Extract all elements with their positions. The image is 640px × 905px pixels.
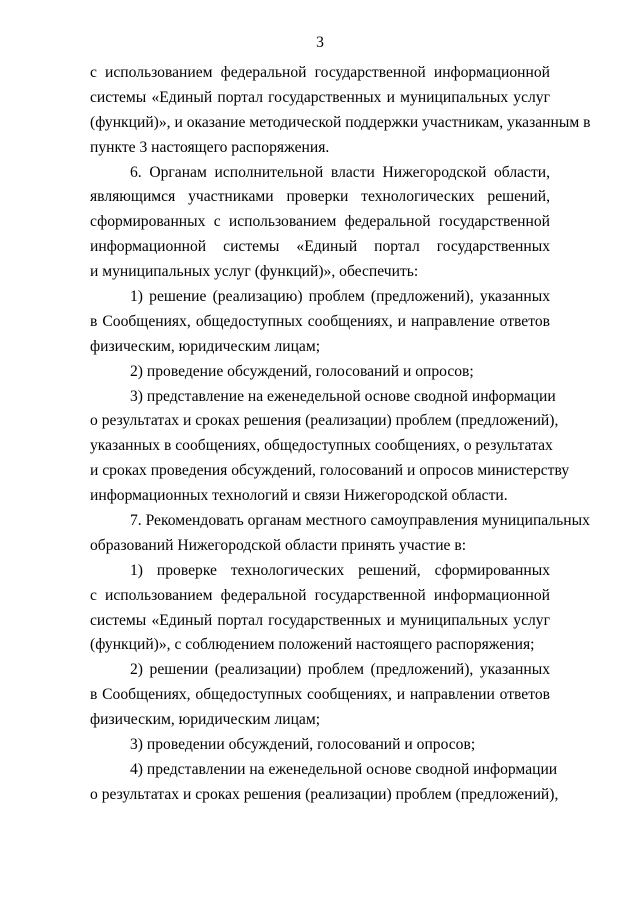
text-line: информационных технологий и связи Нижегородской области. (90, 487, 508, 505)
text-line: пункте 3 настоящего распоряжения. (90, 138, 330, 156)
text-line: в Сообщениях, общедоступных сообщениях, и направление ответов (90, 312, 550, 330)
text-line: в Сообщениях, общедоступных сообщениях, и направлении ответов (90, 686, 550, 704)
text-line: 2) проведение обсуждений, голосований и опросов; (130, 362, 474, 380)
text-line: и муниципальных услуг (функций)», обеспечить: (90, 263, 419, 281)
text-line: информационной системы «Единый портал государственных (90, 238, 550, 256)
text-line: 3) проведении обсуждений, голосований и опросов; (130, 736, 476, 754)
text-line: о результатах и сроках решения (реализации) проблем (предложений), (90, 412, 559, 430)
text-line: (функций)», с соблюдением положений настоящего распоряжения; (90, 636, 535, 654)
text-line: являющимся участниками проверки технологических решений, (90, 188, 550, 206)
text-line: сформированных с использованием федеральной государственной (90, 213, 550, 231)
text-line: 1) проверке технологических решений, сформированных (130, 561, 550, 579)
page-number: 3 (316, 34, 324, 51)
text-line: и сроках проведения обсуждений, голосований и опросов министерству (90, 462, 570, 480)
text-line: физическим, юридическим лицам; (90, 711, 321, 729)
text-line: указанных в сообщениях, общедоступных сообщениях, о результатах (90, 437, 553, 455)
text-line: 1) решение (реализацию) проблем (предложений), указанных (130, 288, 550, 306)
text-line: образований Нижегородской области принять участие в: (90, 536, 467, 554)
text-line: (функций)», и оказание методической поддержки участникам, указанным в (90, 113, 591, 131)
text-line: системы «Единый портал государственных и муниципальных услуг (90, 611, 550, 629)
text-line: 3) представление на еженедельной основе сводной информации (130, 387, 556, 405)
text-line: 6. Органам исполнительной власти Нижегородской области, (130, 163, 550, 181)
text-line: 4) представлении на еженедельной основе сводной информации (130, 760, 558, 778)
text-line: с использованием федеральной государственной информационной (90, 64, 550, 81)
text-line: 7. Рекомендовать органам местного самоуправления муниципальных (130, 512, 590, 530)
document-body (90, 61, 591, 808)
text-line: физическим, юридическим лицам; (90, 337, 321, 355)
text-line: системы «Единый портал государственных и муниципальных услуг (90, 88, 550, 106)
text-line: о результатах и сроках решения (реализации) проблем (предложений), (90, 785, 559, 803)
text-line: с использованием федеральной государственной информационной (90, 586, 550, 604)
text-line: 2) решении (реализации) проблем (предложений), указанных (130, 661, 550, 679)
